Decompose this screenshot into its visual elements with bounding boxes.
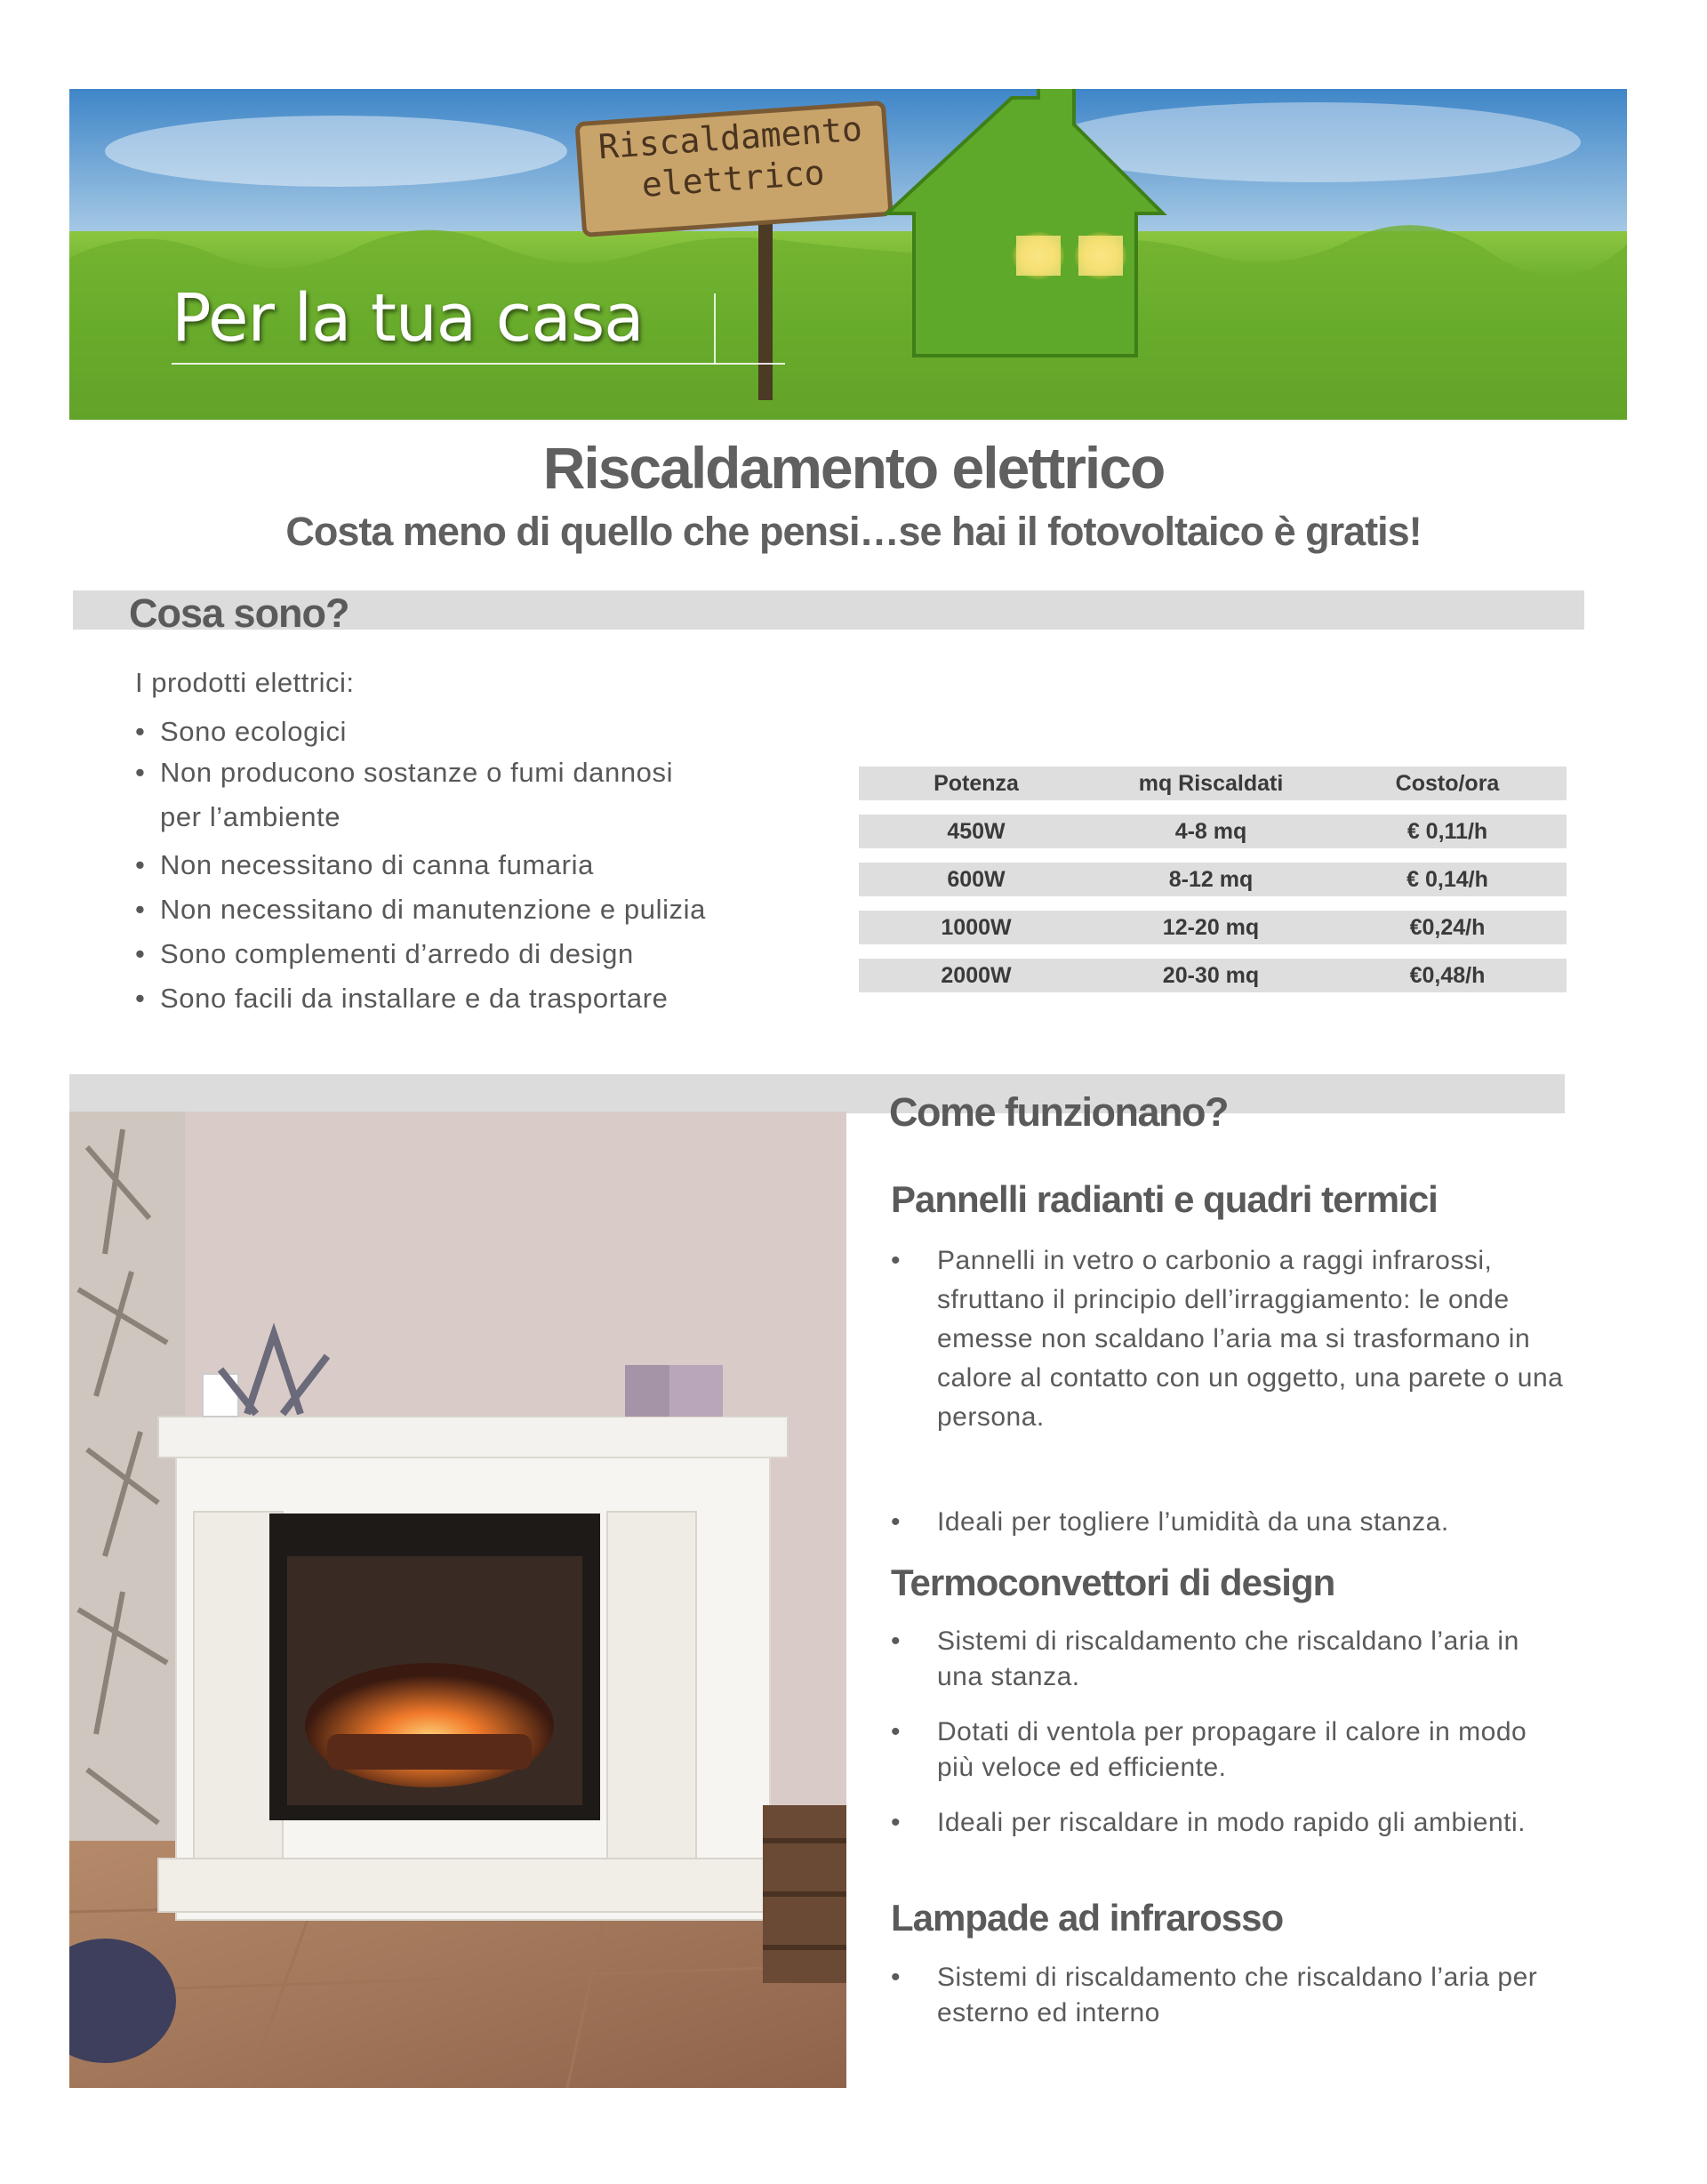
table-row [859,911,1567,944]
bullet-icon: • [135,716,146,747]
bullet-icon: • [891,1963,902,1992]
table-header-cell: Potenza [934,771,1019,796]
feature-item: • Non necessitano di canna fumaria [135,843,594,887]
bullet-icon: • [891,1717,902,1746]
table-cell: 600W [947,867,1006,892]
bullet-icon: • [135,983,146,1014]
table-cell: € 0,11/h [1406,819,1488,844]
list-item: • Sistemi di riscaldamento che riscaldano l’aria per esterno ed interno [891,1960,1567,2031]
table-cell: €0,48/h [1409,963,1486,988]
table-cell: € 0,14/h [1406,867,1488,892]
banner-tagline: Per la tua casa [172,280,644,357]
sign-line-1: Riscaldamento [597,108,864,167]
table-header-cell: Costo/ora [1395,771,1500,796]
fireplace-illustration [69,1112,846,2088]
tagline-bracket [714,293,716,365]
table-cell: 450W [947,819,1006,844]
features-intro: I prodotti elettrici: [135,667,355,698]
table-cell: 1000W [941,915,1012,940]
fireplace-photo [69,1112,846,2088]
bullet-icon: • [891,1246,902,1275]
tagline-underline [172,363,785,365]
table-cell: 8-12 mq [1168,867,1254,892]
section-heading-cosa-sono: Cosa sono? [129,590,349,636]
bullet-icon: • [135,894,146,925]
bullet-icon: • [891,1626,902,1656]
subheading-lampade-infrarosso: Lampade ad infrarosso [891,1897,1284,1939]
list-item: • Pannelli in vetro o carbonio a raggi infrarossi, sfruttano il principio dell’irraggiamento: le onde emesse non scaldano l’aria ma si trasformano in calore al contatto con un oggetto, una parete o una persona. [891,1241,1567,1437]
feature-item: • Non producono sostanze o fumi dannosi [135,751,673,795]
table-row [859,815,1567,848]
section-heading-come-funzionano: Come funzionano? [889,1089,1228,1135]
bullet-icon: • [891,1808,902,1837]
table-cell: 2000W [941,963,1012,988]
bullet-icon: • [135,849,146,880]
table-header-row [859,767,1567,800]
table-cell: 12-20 mq [1162,915,1260,940]
table-header-cell: mq Riscaldati [1138,771,1284,796]
bullet-icon: • [135,757,146,788]
page-title: Riscaldamento elettrico [542,435,1165,501]
section-bar-come-funzionano [69,1074,1565,1113]
subheading-pannelli-radianti: Pannelli radianti e quadri termici [891,1178,1438,1220]
bullet-icon: • [891,1507,902,1537]
table-row [859,959,1567,992]
table-cell: 4-8 mq [1174,819,1247,844]
list-item: • Ideali per riscaldare in modo rapido gli ambienti. [891,1805,1567,1841]
table-cell: €0,24/h [1409,915,1486,940]
hero-banner [69,89,1627,420]
feature-item: • Sono ecologici [135,710,347,754]
list-item: • Dotati di ventola per propagare il calore in modo più veloce ed efficiente. [891,1714,1567,1786]
sign-line-2: elettrico [640,152,826,205]
list-item: • Sistemi di riscaldamento che riscaldano l’aria in una stanza. [891,1624,1567,1695]
feature-item: • Sono complementi d’arredo di design [135,932,634,976]
page-subtitle: Costa meno di quello che pensi…se hai il fotovoltaico è gratis! [285,509,1422,554]
subheading-termoconvettori: Termoconvettori di design [891,1562,1335,1603]
feature-item: • Non necessitano di manutenzione e pulizia [135,887,706,932]
bullet-icon: • [135,938,146,969]
table-cell: 20-30 mq [1162,963,1260,988]
feature-item: • Sono facili da installare e da trasportare [135,976,668,1021]
list-item: • Ideali per togliere l’umidità da una stanza. [891,1503,1567,1542]
feature-item-continuation: per l’ambiente [160,801,341,832]
table-row [859,863,1567,896]
